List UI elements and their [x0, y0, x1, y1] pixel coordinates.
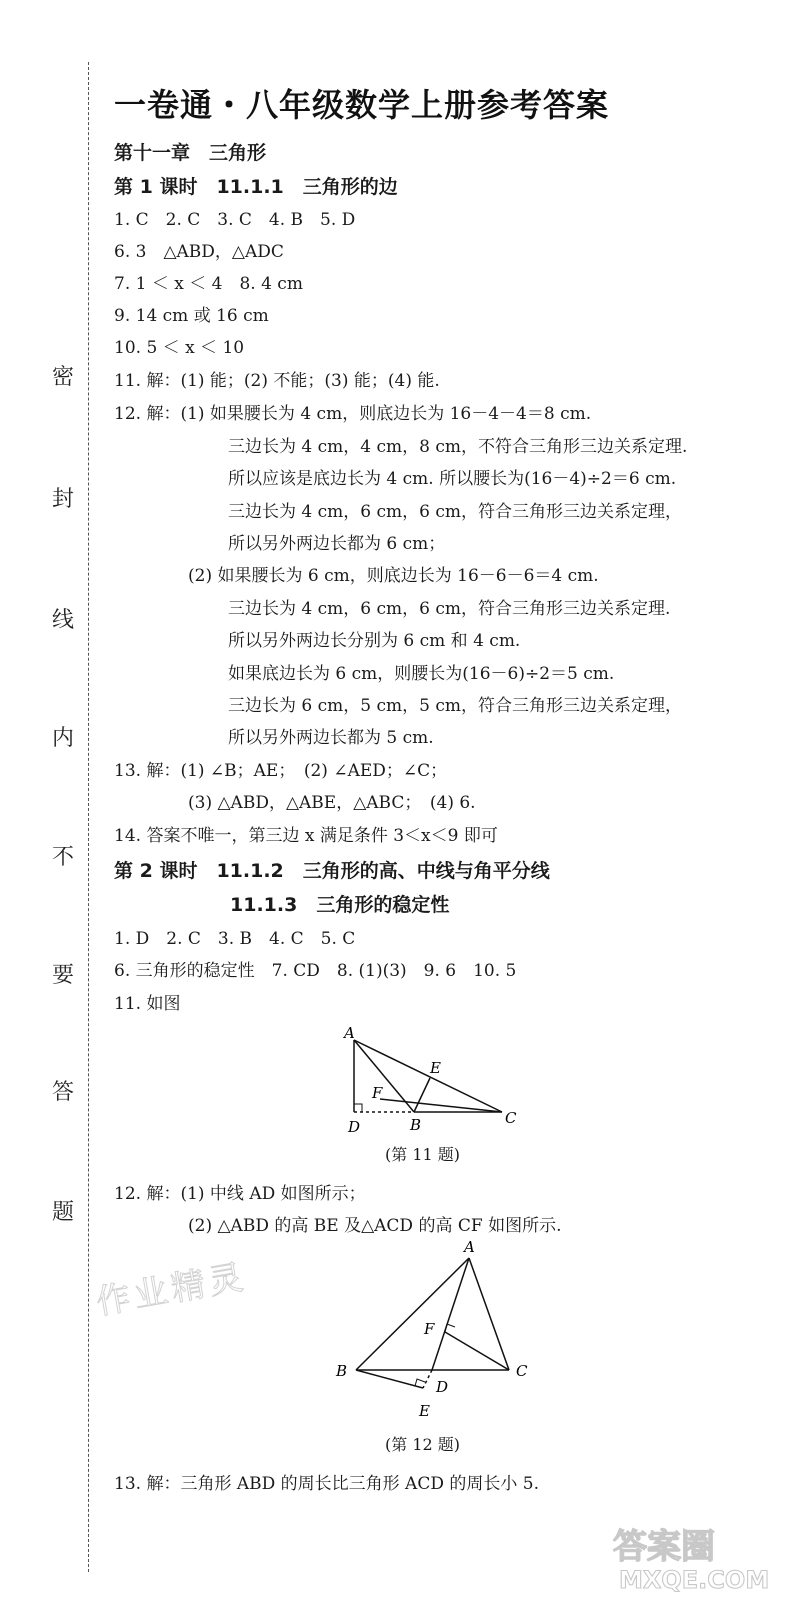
seal-char-7: 答 — [51, 1080, 74, 1105]
fig12-label-f: F — [424, 1320, 435, 1338]
answer-line: 12. 解：(1) 如果腰长为 4 cm，则底边长为 16－4－4＝8 cm. — [114, 404, 592, 424]
seal-char-1: 密 — [51, 365, 74, 390]
figure-11-caption: (第 11 题) — [385, 1145, 461, 1164]
answer-line: 三边长为 6 cm，5 cm，5 cm，符合三角形三边关系定理， — [228, 696, 682, 716]
answer-line: 1. C 2. C 3. C 4. B 5. D — [114, 210, 356, 230]
answer-line: 11. 如图 — [114, 994, 181, 1014]
lesson-2-heading: 第 2 课时 11.1.2 三角形的高、中线与角平分线 — [114, 860, 550, 882]
answer-line: (3) △ABD，△ABE，△ABC； (4) 6. — [188, 793, 476, 813]
answer-line: 9. 14 cm 或 16 cm — [114, 306, 269, 326]
answer-line: 13. 解：(1) ∠B；AE； (2) ∠AED；∠C； — [114, 761, 448, 781]
seal-char-8: 题 — [51, 1200, 74, 1225]
page-title: 一卷通・八年级数学上册参考答案 — [114, 86, 610, 124]
seal-char-2: 封 — [51, 487, 74, 512]
fig11-label-a: A — [344, 1024, 355, 1042]
fig11-label-d: D — [348, 1118, 361, 1136]
fig12-label-a: A — [464, 1238, 475, 1256]
watermark-text: 作业精灵 — [93, 1257, 250, 1323]
fig11-label-f: F — [372, 1084, 383, 1102]
seal-dashed-line — [88, 62, 89, 1572]
logo-sub-text: MXQE.COM — [619, 1566, 770, 1594]
answer-line: 如果底边长为 6 cm，则腰长为(16－6)÷2＝5 cm. — [228, 664, 615, 684]
answer-line: 6. 三角形的稳定性 7. CD 8. (1)(3) 9. 6 10. 5 — [114, 961, 517, 981]
seal-char-4: 内 — [51, 726, 74, 751]
answer-line: 12. 解：(1) 中线 AD 如图所示； — [114, 1184, 366, 1204]
answer-line: 7. 1 ＜ x ＜ 4 8. 4 cm — [114, 274, 303, 294]
answer-circle-logo — [605, 1518, 775, 1594]
answer-line: 所以应该是底边长为 4 cm. 所以腰长为(16－4)÷2＝6 cm. — [228, 469, 677, 489]
fig11-label-e: E — [430, 1059, 441, 1077]
answer-line: 14. 答案不唯一，第三边 x 满足条件 3＜x＜9 即可 — [114, 826, 498, 846]
answer-line: 11. 解：(1) 能；(2) 不能；(3) 能；(4) 能. — [114, 371, 440, 391]
answer-line: 10. 5 ＜ x ＜ 10 — [114, 338, 245, 358]
lesson-1-heading: 第 1 课时 11.1.1 三角形的边 — [114, 176, 398, 198]
lesson-2-subheading: 11.1.3 三角形的稳定性 — [230, 894, 450, 916]
answer-line: (2) 如果腰长为 6 cm，则底边长为 16－6－6＝4 cm. — [188, 566, 599, 586]
figure-11 — [330, 1020, 530, 1145]
answer-line: 1. D 2. C 3. B 4. C 5. C — [114, 929, 356, 949]
figure-12 — [326, 1238, 546, 1420]
fig11-label-c: C — [505, 1109, 517, 1127]
seal-char-6: 要 — [51, 963, 74, 988]
answer-line: 所以另外两边长分别为 6 cm 和 4 cm. — [228, 631, 521, 651]
fig12-label-d: D — [436, 1378, 449, 1396]
seal-char-3: 线 — [51, 608, 74, 633]
logo-main-text: 答案圈 — [613, 1527, 715, 1567]
seal-char-5: 不 — [51, 845, 74, 870]
answer-line: 6. 3 △ABD，△ADC — [114, 242, 284, 262]
fig12-label-b: B — [336, 1362, 348, 1380]
fig12-label-e: E — [419, 1402, 430, 1420]
answer-line: (2) △ABD 的高 BE 及△ACD 的高 CF 如图所示. — [188, 1216, 562, 1236]
figure-12-caption: (第 12 题) — [385, 1435, 461, 1454]
fig12-label-c: C — [516, 1362, 528, 1380]
answer-line: 三边长为 4 cm，4 cm，8 cm，不符合三角形三边关系定理. — [228, 437, 688, 457]
answer-line: 三边长为 4 cm，6 cm，6 cm，符合三角形三边关系定理， — [228, 502, 682, 522]
answer-line: 三边长为 4 cm，6 cm，6 cm，符合三角形三边关系定理. — [228, 599, 671, 619]
fig11-label-b: B — [410, 1116, 422, 1134]
answer-line: 所以另外两边长都为 5 cm. — [228, 728, 434, 748]
answer-line: 所以另外两边长都为 6 cm； — [228, 534, 446, 554]
answer-line: 13. 解：三角形 ABD 的周长比三角形 ACD 的周长小 5. — [114, 1474, 539, 1494]
chapter-heading: 第十一章 三角形 — [114, 142, 267, 164]
